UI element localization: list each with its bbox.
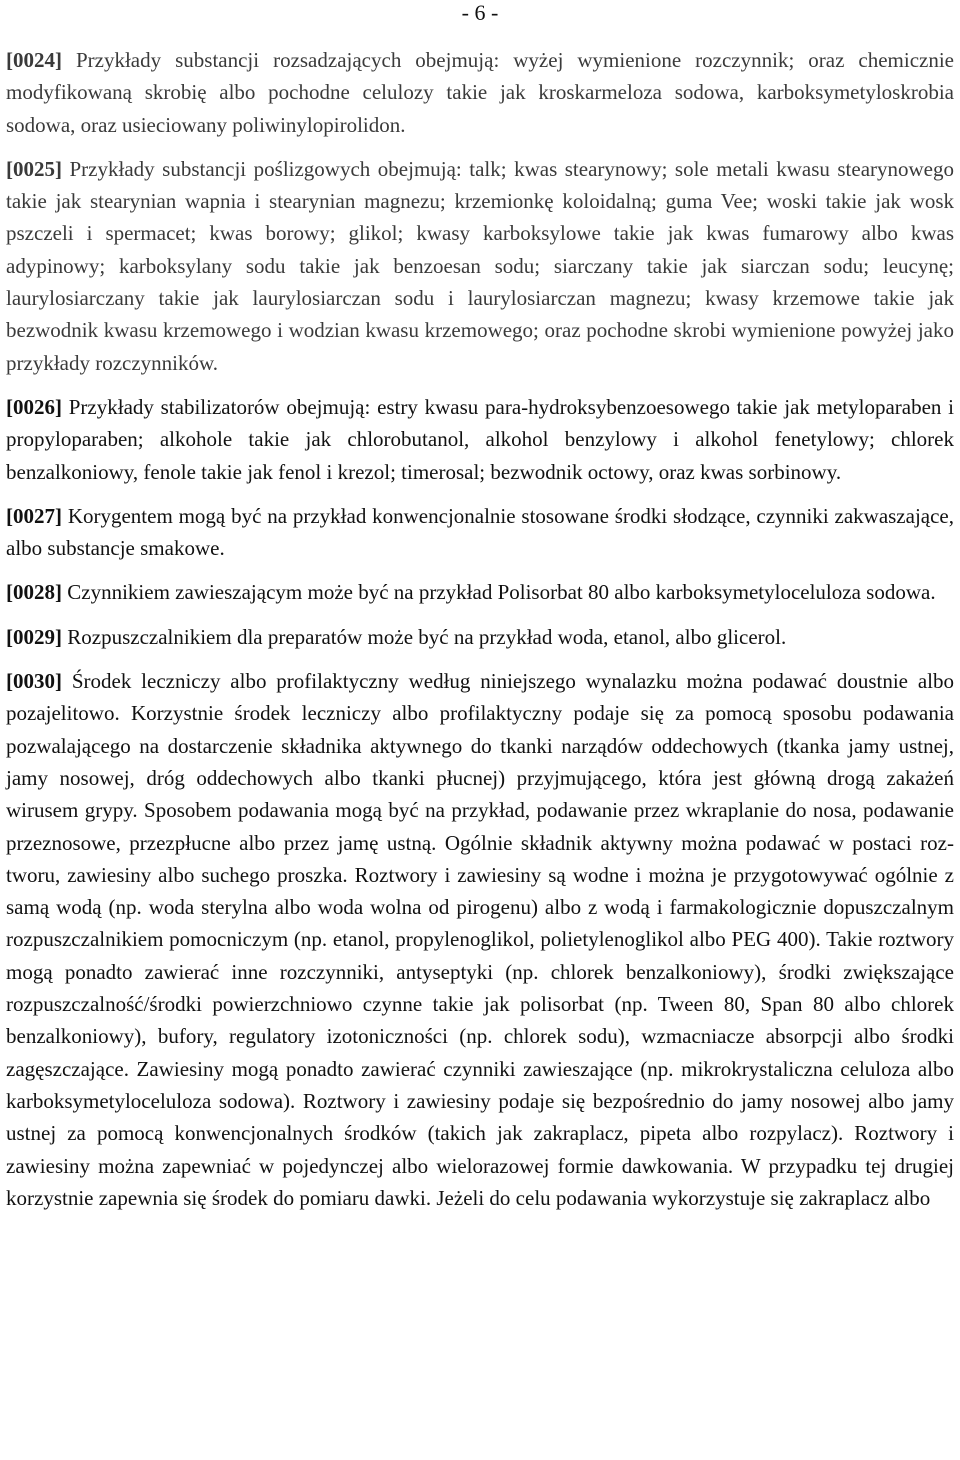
paragraph-0029	[6, 621, 954, 653]
paragraph-tag: [0030]	[6, 669, 62, 694]
paragraph-0030	[6, 665, 954, 1214]
paragraph-tag: [0024]	[6, 48, 62, 72]
page-number: - 6 -	[461, 0, 499, 25]
paragraph-0028	[6, 576, 954, 608]
paragraph-text: Rozpuszczalnikiem dla preparatów może być na przykład woda, etanol, albo glicerol.	[62, 624, 787, 649]
paragraph-0026	[6, 391, 954, 488]
paragraph-text: Środek leczniczy albo profilaktyczny według niniejszego wynalazku można podawać doustnie albo pozajelitowo. Korzystnie środek leczniczy albo profilaktyczny podaje się za pomocą sposobu podawania pozwalającego na dostarczenie składnika aktywnego do tkanki narządów oddechowych (tkanka jamy ustnej, jamy nosowej, dróg oddechowych albo tkanki płucnej) przyjmującego, która jest główną drogą zakażeń wirusem grypy. Sposobem podawania mogą być na przykład, podawanie przez wkraplanie do nosa, podawanie przeznosowe, przezpłucne albo przez jamę ustną. Ogólnie składnik aktywny można podawać w postaci roztworu, zawiesiny albo suchego proszka. Roztwory i zawiesiny są wodne i można je przygotowywać ogólnie z samą wodą (np. woda sterylna albo woda wolna od pirogenu) albo z wodą i farmakologicznie dopuszczalnym rozpuszczalnikiem pomocniczym (np. etanol, propylenoglikol, polietylenoglikol albo PEG 400). Takie roztwory mogą ponadto zawierać inne rozczynniki, antyseptyki (np. chlorek benzalkoniowy), środki zwiększające rozpuszczalność/środki powierzchniowo czynne takie jak polisorbat (np. Tween 80, Span 80 albo chlorek benzalkoniowy), bufory, regulatory izotoniczności (np. chlorek sodu), wzmacniacze absorpcji albo środki zagęszczające. Zawiesiny mogą ponadto zawierać czynniki zawieszające (np. mikrokrystaliczna celuloza albo karboksymetyloceluloza sodowa). Roztwory i zawiesiny podaje się bezpośrednio do jamy nosowej albo jamy ustnej za pomocą konwencjonalnych środków (takich jak zakraplacz, pipeta albo rozpylacz). Roztwory i zawiesiny można zapewniać w pojedynczej albo wielorazowej formie dawkowania. W przypadku tej drugiej korzystnie zapewnia się środek do pomiaru dawki. Jeżeli do celu podawania wykorzystuje się zakraplacz albo	[6, 669, 954, 1210]
paragraph-text: Przykłady stabilizatorów obejmują: estry kwasu para-hydroksybenzoesowego takie jak metyloparaben i propyloparaben; alkohole takie jak chlorobutanol, alkohol benzylowy i alkohol fenetylowy; chlorek benzalkoniowy, fenole takie jak fenol i krezol; timerosal; bezwodnik octowy, oraz kwas sorbinowy.	[6, 394, 954, 484]
paragraph-text: Przykłady substancji poślizgowych obejmują: talk; kwas stearynowy; sole metali kwasu stearynowego takie jak stearynian wapnia i stearynian magnezu; krzemionkę koloidalną; guma Vee; woski takie jak wosk pszczeli i spermacet; kwas borowy; glikol; kwasy karboksylowe takie jak kwas fumarowy albo kwas adypinowy; karboksylany sodu takie jak benzoesan sodu; siarczany takie jak siarczan sodu; leucynę; laurylosiarczany takie jak laurylosiarczan sodu i laurylosiarczan magnezu; kwasy krzemowe takie jak bezwodnik kwasu krzemowego i wodzian kwasu krzemowego; oraz pochodne skrobi wymienione powyżej jako przykłady rozczynników.	[6, 156, 954, 375]
paragraph-text: Przykłady substancji rozsadzających obejmują: wyżej wymienione rozczynnik; oraz chemicznie modyfikowaną skrobię albo pochodne celulozy takie jak kroskarmeloza sodowa, karboksymetyloskrobia sodowa, oraz usieciowany poliwinylopirolidon.	[6, 48, 954, 137]
paragraph-text: Czynnikiem zawieszającym może być na przykład Polisorbat 80 albo karboksymetyloceluloza sodowa.	[62, 580, 936, 605]
paragraph-text: Korygentem mogą być na przykład konwencjonalnie stosowane środki słodzące, czynniki zakwaszające, albo substancje smakowe.	[6, 503, 954, 561]
paragraph-0027	[6, 500, 954, 565]
paragraph-tag: [0029]	[6, 624, 62, 649]
paragraph-tag: [0025]	[6, 156, 62, 181]
paragraph-tag: [0026]	[6, 394, 62, 419]
document-body	[6, 44, 954, 1226]
paragraph-0025	[6, 153, 954, 379]
paragraph-tag: [0028]	[6, 580, 62, 605]
paragraph-0024	[6, 44, 954, 141]
paragraph-tag: [0027]	[6, 503, 62, 528]
